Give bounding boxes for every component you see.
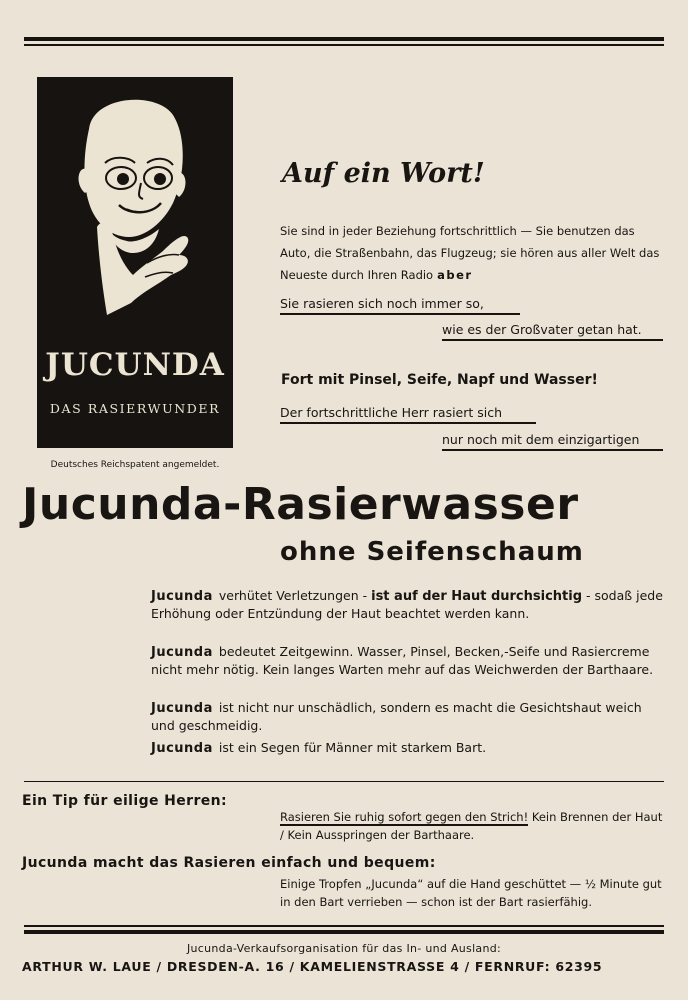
tip-text: [280, 808, 668, 844]
patent-note: Deutsches Reichspatent angemeldet.: [50, 460, 220, 470]
fort-underlined-line-1: Der fortschrittliche Herr rasiert sich: [280, 405, 536, 424]
feature-text: bedeutet Zeitgewinn. Wasser, Pinsel, Becken,-Seife und Rasiercreme nicht mehr nötig. Kein langes Warten mehr auf das Weichwerden der Barthaare.: [151, 644, 654, 677]
feature-highlight: ist auf der Haut durchsichtig: [371, 589, 583, 604]
feature-item: [151, 740, 666, 758]
feature-item: [151, 588, 666, 622]
feature-keyword: Jucunda: [151, 645, 213, 660]
intro-text: Sie sind in jeder Beziehung fortschrittlich — Sie benutzen das Auto, die Straßenbahn, das Flugzeug; sie hören aus aller Welt das Neueste durch Ihren Radio: [280, 224, 660, 282]
intro-underlined-line-1: Sie rasieren sich noch immer so,: [280, 296, 520, 315]
feature-item: [151, 700, 666, 734]
intro-emphasis: aber: [437, 268, 473, 282]
logo-brand-name: JUCUNDA: [45, 347, 225, 383]
feature-keyword: Jucunda: [151, 589, 213, 604]
headline: Auf ein Wort!: [282, 158, 485, 189]
intro-paragraph: [280, 220, 666, 286]
easy-heading: Jucunda macht das Rasieren einfach und bequem:: [22, 855, 436, 871]
product-name: Jucunda-Rasierwasser: [22, 479, 579, 530]
feature-text: verhütet Verletzungen -: [218, 588, 368, 603]
feature-text: ist nicht nur unschädlich, sondern es macht die Gesichtshaut weich und geschmeidig.: [151, 700, 642, 733]
man-face-illustration: [37, 77, 233, 448]
slogan: Fort mit Pinsel, Seife, Napf und Wasser!: [281, 372, 598, 388]
bottom-rule-thick: [24, 930, 664, 934]
feature-keyword: Jucunda: [151, 701, 213, 716]
tip-underlined: Rasieren Sie ruhig sofort gegen den Strich!: [280, 810, 529, 824]
feature-item: [151, 644, 666, 678]
top-rule-thick: [24, 37, 664, 41]
easy-text: Einige Tropfen „Jucunda“ auf die Hand geschüttet — ½ Minute gut in den Bart verrieben — schon ist der Bart rasierfähig.: [280, 877, 662, 909]
product-subtitle: ohne Seifenschaum: [280, 537, 584, 567]
tip-rest: Kein Brennen der Haut / Kein Ausspringen der Barthaare.: [280, 810, 663, 842]
footer-address: ARTHUR W. LAUE / DRESDEN-A. 16 / KAMELIENSTRASSE 4 / FERNRUF: 62395: [22, 959, 603, 974]
feature-keyword: Jucunda: [151, 741, 213, 756]
logo-tagline: DAS RASIERWUNDER: [49, 401, 221, 416]
section-divider: [24, 781, 664, 782]
footer-organisation: Jucunda-Verkaufsorganisation für das In- und Ausland:: [186, 942, 502, 955]
intro-underlined-line-2: wie es der Großvater getan hat.: [442, 322, 663, 341]
tip-heading: Ein Tip für eilige Herren:: [22, 793, 228, 809]
feature-text: ist ein Segen für Männer mit starkem Bart.: [218, 740, 487, 755]
jucunda-logo: [37, 77, 233, 448]
bottom-rule-thin: [24, 925, 664, 927]
top-rule-thin: [24, 44, 664, 46]
feature-text: - sodaß jede Erhöhung oder Entzündung der Haut beachtet werden kann.: [151, 588, 663, 621]
fort-underlined-line-2: nur noch mit dem einzigartigen: [442, 432, 663, 451]
